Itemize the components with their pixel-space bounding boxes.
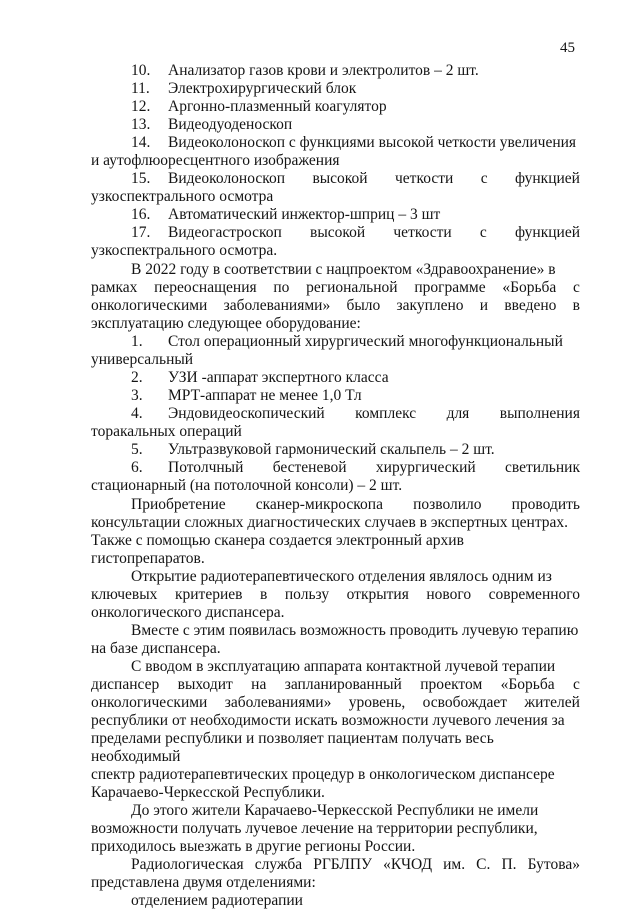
purchased-equipment-list: [91, 333, 580, 495]
text-line: [91, 297, 580, 315]
word: хирургический: [375, 459, 476, 476]
word: онкологическими: [91, 694, 208, 711]
radiology-service-paragraph: [91, 856, 580, 892]
word: функцией: [515, 224, 580, 241]
word: на: [251, 676, 267, 693]
list-item: [91, 62, 580, 80]
list-item: [91, 134, 580, 170]
list-item-number: 12.: [131, 98, 151, 115]
word: в: [260, 586, 268, 603]
word: критериев: [174, 586, 243, 603]
list-item-number: 11.: [131, 80, 150, 97]
text-line: на базе диспансера.: [91, 640, 221, 657]
text-line: Карачаево-Черкесской Республики.: [91, 784, 325, 801]
word: жителей: [524, 694, 580, 711]
text-line: До этого жители Карачаево-Черкесской Республики не имели: [131, 802, 539, 819]
word: сканер-микроскопа: [255, 496, 383, 513]
word: заболеваниями»: [224, 694, 332, 711]
word: и: [479, 297, 489, 314]
text-line: приходилось выезжать в другие регионы России.: [91, 838, 416, 855]
text-line: пределами республики и позволяет пациентам получать весь необходимый: [91, 730, 494, 765]
word: онкологическими: [91, 297, 208, 314]
word: с: [480, 170, 488, 187]
list-item-text: [168, 224, 580, 242]
list-item-text: Ультразвуковой гармонический скальпель – 2 шт.: [168, 441, 495, 458]
word: проектом: [420, 676, 483, 693]
word: переоснащения: [154, 279, 257, 296]
list-item: [91, 116, 580, 134]
word: было: [346, 297, 381, 314]
list-item: [91, 387, 580, 405]
text-line: В 2022 году в соответствии с нацпроектом «Здравоохранение» в: [131, 261, 556, 278]
word: «Борьба: [502, 279, 557, 296]
residents-paragraph: [91, 802, 580, 856]
list-item-text: Анализатор газов крови и электролитов – 2 шт.: [168, 62, 479, 79]
list-item: [91, 333, 580, 369]
word: для: [446, 405, 470, 422]
word: выходит: [177, 676, 233, 693]
word: Видеоколоноскоп: [168, 170, 286, 187]
word: диспансер: [91, 676, 160, 693]
list-item: [91, 405, 580, 441]
list-item-number: 3.: [131, 387, 143, 404]
list-item-number: 14.: [131, 134, 151, 151]
list-item-number: 4.: [131, 405, 143, 422]
list-item-continuation: узкоспектрального осмотра.: [91, 242, 278, 259]
text-line: [91, 856, 580, 874]
list-item-text: [168, 405, 580, 423]
list-item-continuation: стационарный (на потолочной консоли) – 2 шт.: [91, 477, 403, 494]
list-item-text: Видеоколоноскоп с функциями высокой четкости увеличения: [168, 134, 577, 151]
word: С.: [476, 856, 491, 873]
text-line: эксплуатацию следующее оборудование:: [91, 315, 361, 332]
text-line: республики от необходимости искать возможности лучевого лечения за: [91, 712, 565, 729]
contact-therapy-paragraph: [91, 658, 580, 802]
list-item: [91, 441, 580, 459]
text-line: консультации сложных диагностических случаев в экспертных центрах.: [91, 514, 569, 531]
list-item: [91, 80, 580, 98]
list-item-number: 16.: [131, 206, 151, 223]
list-item: [91, 206, 580, 224]
list-item-text: УЗИ -аппарат экспертного класса: [168, 369, 389, 386]
list-item-continuation: универсальный: [91, 351, 194, 368]
word: открытия: [346, 586, 409, 603]
document-body: [91, 62, 580, 910]
text-line: Открытие радиотерапевтического отделения являлось одним из: [131, 568, 552, 585]
word: Видеогастроскоп: [168, 224, 282, 241]
word: закуплено: [396, 297, 464, 314]
word: светильник: [505, 459, 580, 476]
word: выполнения: [499, 405, 580, 422]
text-line: представлена двумя отделениями:: [91, 874, 316, 891]
text-line: [91, 496, 580, 514]
list-item-text: Стол операционный хирургический многофункциональный: [168, 333, 563, 350]
list-item-number: 15.: [131, 170, 151, 187]
word: Бутова»: [527, 856, 580, 873]
list-item-continuation: и аутофлюоресцентного изображения: [91, 152, 340, 169]
word: современного: [488, 586, 580, 603]
radiotherapy-opening-paragraph: [91, 568, 580, 622]
word: комплекс: [355, 405, 417, 422]
text-line: спектр радиотерапевтических процедур в онкологическом диспансере: [91, 766, 555, 783]
word: высокой: [312, 170, 368, 187]
text-line: С вводом в эксплуатацию аппарата контактной лучевой терапии: [131, 658, 556, 675]
list-item-continuation: узкоспектрального осмотра: [91, 188, 274, 205]
list-item-number: 5.: [131, 441, 143, 458]
list-item-text: Видеодуоденоскоп: [168, 116, 293, 133]
list-item-number: 6.: [131, 459, 143, 476]
word: уровень,: [348, 694, 406, 711]
word: введено: [504, 297, 557, 314]
text-line: Также с помощью сканера создается электронный архив гистопрепаратов.: [91, 532, 464, 567]
word: нового: [426, 586, 472, 603]
radiation-therapy-paragraph: [91, 622, 580, 658]
word: Радиологическая: [131, 856, 244, 873]
list-item-text: [168, 170, 580, 188]
list-item-text: [168, 459, 580, 477]
word: позволило: [413, 496, 482, 513]
list-item-number: 2.: [131, 369, 143, 386]
word: П.: [501, 856, 517, 873]
word: «Борьба: [500, 676, 555, 693]
text-line: [91, 676, 580, 694]
word: программе: [414, 279, 486, 296]
word: региональной: [306, 279, 398, 296]
text-line: [91, 694, 580, 712]
text-line: Вместе с этим появилась возможность проводить лучевую терапию: [131, 622, 579, 639]
word: ключевых: [91, 586, 158, 603]
list-item: [91, 459, 580, 495]
word: освобождает: [422, 694, 508, 711]
text-line: [91, 586, 580, 604]
page-number: 45: [560, 40, 575, 56]
word: Приобретение: [131, 496, 226, 513]
word: пользу: [284, 586, 330, 603]
word: функцией: [514, 170, 580, 187]
list-item-number: 10.: [131, 62, 151, 79]
word: запланированный: [284, 676, 402, 693]
word: «КЧОД: [383, 856, 433, 873]
text-line: отделением радиотерапии: [131, 892, 303, 909]
word: четкости: [393, 224, 452, 241]
word: с: [573, 676, 580, 693]
word: Эндовидеоскопический: [168, 405, 325, 422]
list-item-text: Аргонно-плазменный коагулятор: [168, 98, 387, 115]
list-item-text: Автоматический инжектор-шприц – 3 шт: [168, 206, 441, 223]
word: им.: [443, 856, 466, 873]
list-item: [91, 369, 580, 387]
word: РГБЛПУ: [313, 856, 372, 873]
list-item-text: Электрохирургический блок: [168, 80, 357, 97]
scanner-paragraph: [91, 496, 580, 568]
list-item-text: МРТ-аппарат не менее 1,0 Тл: [168, 387, 362, 404]
word: высокой: [310, 224, 366, 241]
list-item: [91, 224, 580, 260]
list-item: [91, 98, 580, 116]
list-item: [91, 170, 580, 206]
word: проводить: [511, 496, 580, 513]
text-line: возможности получать лучевое лечение на территории республики,: [91, 820, 538, 837]
intro-paragraph: [91, 261, 580, 333]
word: в: [572, 297, 580, 314]
word: служба: [254, 856, 303, 873]
word: с: [573, 279, 580, 296]
word: рамках: [91, 279, 138, 296]
word: заболеваниями»: [223, 297, 331, 314]
word: с: [479, 224, 487, 241]
list-item-number: 17.: [131, 224, 151, 241]
list-item-number: 1.: [131, 333, 143, 350]
word: по: [273, 279, 290, 296]
word: бестеневой: [272, 459, 347, 476]
word: четкости: [395, 170, 454, 187]
list-item-number: 13.: [131, 116, 151, 133]
text-line: онкологического диспансера.: [91, 604, 285, 621]
list-item-continuation: торакальных операций: [91, 423, 242, 440]
equipment-list-continued: [91, 62, 580, 260]
word: Потолчный: [168, 459, 244, 476]
radiotherapy-department-line: [91, 892, 580, 910]
text-line: [91, 279, 580, 297]
